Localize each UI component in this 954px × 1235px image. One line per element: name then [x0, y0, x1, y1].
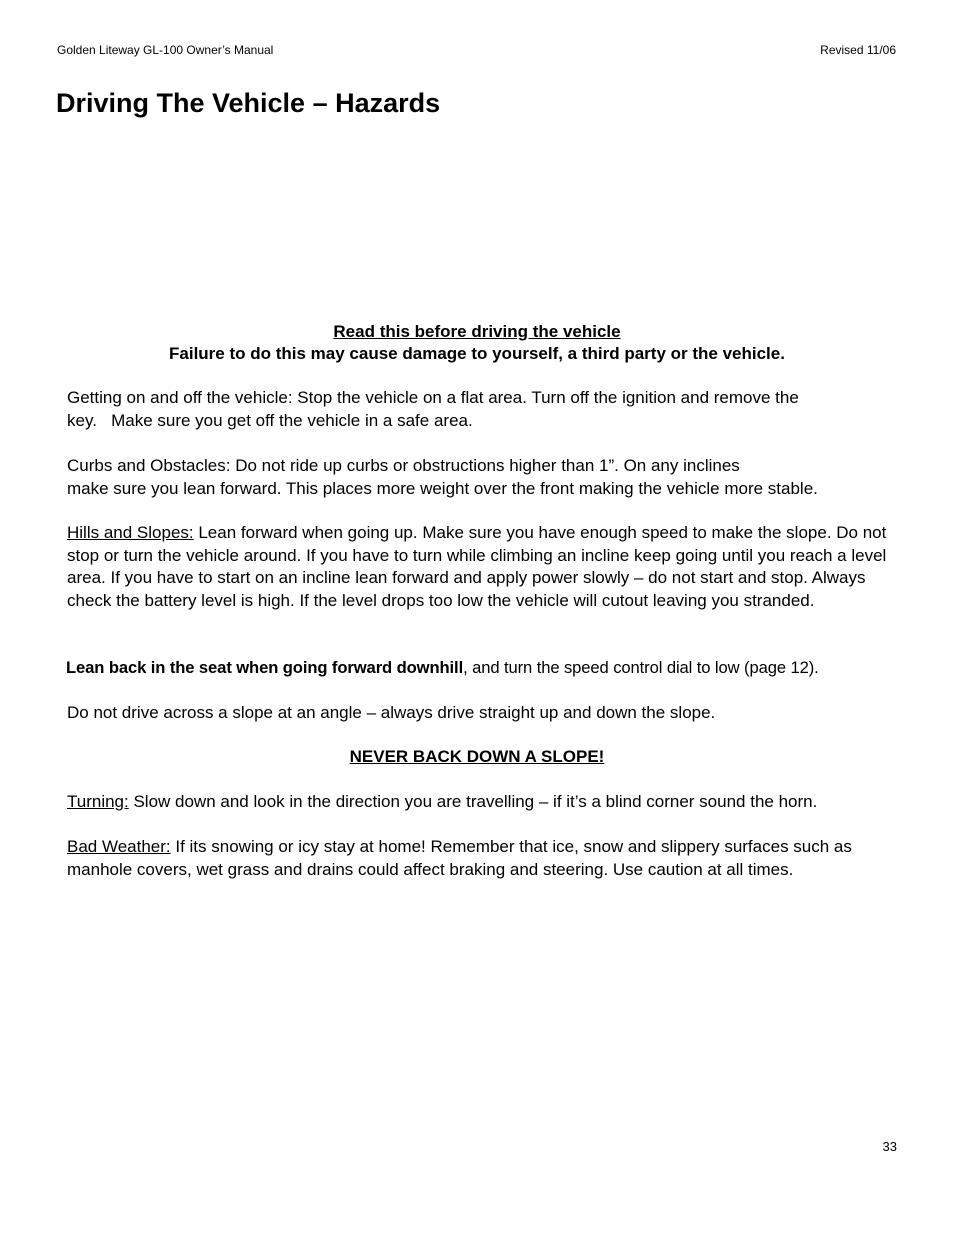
hills-slopes-label: Hills and Slopes: — [67, 523, 194, 542]
revision-date: Revised 11/06 — [820, 43, 896, 57]
curbs-obstacles-line-1: Curbs and Obstacles: Do not ride up curbs or obstructions higher than 1”. On any inclines — [67, 456, 740, 475]
lean-back-emphasis: Lean back in the seat when going forward downhill — [66, 658, 464, 677]
across-slope-paragraph: Do not drive across a slope at an angle – always drive straight up and down the slope. — [67, 703, 716, 722]
turning-label: Turning: — [67, 792, 129, 811]
manual-title: Golden Liteway GL-100 Owner’s Manual — [57, 43, 274, 57]
bad-weather-label: Bad Weather: — [67, 837, 171, 856]
turning-text: Slow down and look in the direction you are travelling – if it’s a blind corner sound the horn. — [128, 792, 818, 811]
getting-on-off-line-2: key. Make sure you get off the vehicle in a safe area. — [67, 410, 473, 430]
getting-on-off-line-1: Getting on and off the vehicle: Stop the vehicle on a flat area. Turn off the ignition and remove the — [67, 388, 799, 407]
warning-subheading: Failure to do this may cause damage to yourself, a third party or the vehicle. — [169, 344, 785, 363]
hills-slopes-paragraph — [67, 522, 895, 612]
lean-back-paragraph — [66, 657, 906, 680]
warning-heading: Read this before driving the vehicle — [333, 322, 621, 341]
bad-weather-paragraph — [67, 836, 889, 881]
never-back-down-warning: NEVER BACK DOWN A SLOPE! — [349, 747, 605, 766]
curbs-obstacles-line-2: make sure you lean forward. This places more weight over the front making the vehicle more stable. — [67, 478, 818, 498]
bad-weather-text: If its snowing or icy stay at home! Remember that ice, snow and slippery surfaces such as manhole covers, wet grass and drains could affect braking and steering. Use caution at all times. — [67, 837, 852, 879]
page-title: Driving The Vehicle – Hazards — [56, 88, 441, 118]
turning-paragraph — [67, 791, 907, 814]
hills-slopes-text: Lean forward when going up. Make sure you have enough speed to make the slope. Do not stop or turn the vehicle around. If you have to turn while climbing an incline keep going until you reach a level area. If you have to start on an incline lean forward and apply power slowly – do not start and stop. Always check the battery level is high. If the level drops too low the vehicle will cutout leaving you stranded. — [67, 523, 887, 610]
lean-back-text: , and turn the speed control dial to low (page 12). — [463, 658, 819, 677]
page-number: 33 — [882, 1139, 897, 1154]
curbs-obstacles-paragraph — [67, 455, 907, 500]
getting-on-off-paragraph — [67, 387, 907, 432]
warning-notice — [0, 321, 954, 365]
